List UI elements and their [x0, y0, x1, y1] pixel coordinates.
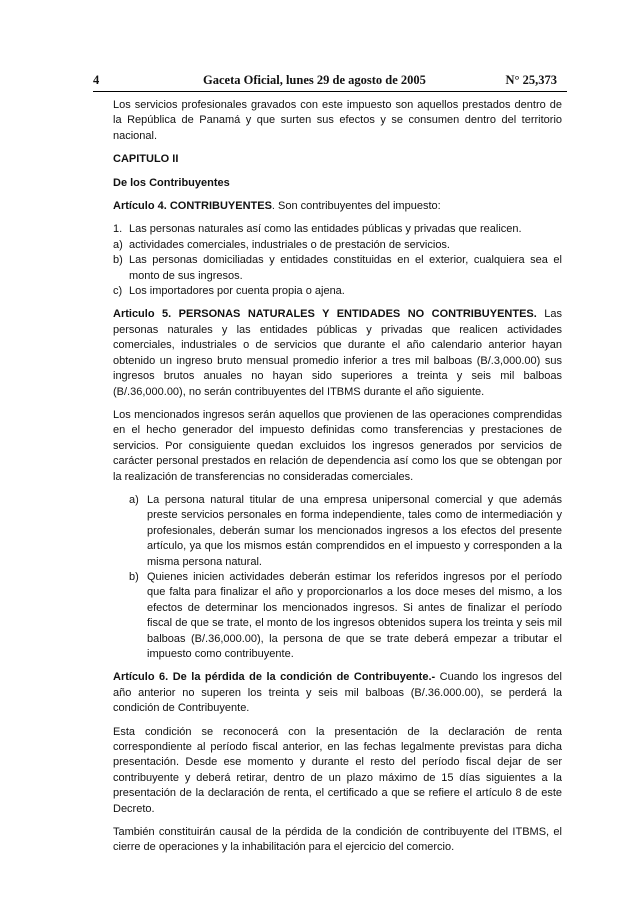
list-item [113, 253, 562, 284]
list-marker: b) [129, 570, 139, 583]
list-item [113, 284, 562, 299]
list-item-text: Quienes inicien actividades deberán estimar los referidos ingresos por el período que falta para finalizar el año y proporcionarlos a los doce meses del mismo, a los efectos de determinar los mencionados ingresos. Si antes de finalizar el período fiscal de que se trate, el monto de los ingresos obtenidos supera los treinta y seis mil balboas (B/.36,000.00), la persona de que se trate deberá empezar a tributar el impuesto como contribuyente. [147, 570, 562, 660]
article-4-list [113, 222, 562, 299]
list-item [113, 222, 562, 237]
article-5-paragraph [113, 307, 562, 399]
list-item [129, 570, 562, 662]
page-header [93, 73, 567, 89]
list-marker: a) [129, 493, 139, 506]
article-4-text: . Son contribuyentes del impuesto: [271, 200, 441, 213]
list-item-text: La persona natural titular de una empresa unipersonal comercial y que además preste servicios personales en forma independiente, tales como de intermediación y profesionales, deberán sumar los mencionados ingresos a los efectos del presente artículo, ya que los mismos están comprendidos en el impuesto y corresponden a la misma persona natural. [147, 493, 562, 568]
list-item-text: Las personas domiciliadas y entidades constituidas en el exterior, cualquiera sea el monto de sus ingresos. [129, 254, 562, 282]
list-item [113, 238, 562, 253]
list-item-text: Los importadores por cuenta propia o ajena. [129, 285, 345, 298]
list-item-text: actividades comerciales, industriales o de prestación de servicios. [129, 238, 450, 251]
article-6-paragraph [113, 670, 562, 716]
page-number: 4 [93, 73, 100, 87]
list-marker: 1. [113, 223, 123, 236]
article-6-paragraph-2: Esta condición se reconocerá con la presentación de la declaración de renta correspondiente al período fiscal anterior, en las fechas legalmente previstas para dicha presentación. Desde ese momento y durante el resto del período fiscal dejar de ser contribuyente y deberá retirar, dentro de un plazo máximo de 15 días siguientes a la presentación de la declaración de renta, el certificado a que se refiere el artículo 8 de este Decreto. [113, 725, 562, 815]
issue-number: N° 25,373 [505, 73, 557, 87]
article-6-text: Cuando los ingresos del año anterior no superen los treinta y seis mil balboas (B/.36.000.00), se perderá la condición de Contribuyente. [113, 671, 562, 715]
list-marker: c) [113, 285, 123, 298]
article-4-title: Artículo 4. CONTRIBUYENTES [113, 200, 272, 213]
gazette-title: Gaceta Oficial, lunes 29 de agosto de 2005 [203, 73, 426, 87]
list-item-text: Las personas naturales así como las entidades públicas y privadas que realicen. [129, 223, 522, 236]
document-body [113, 98, 562, 864]
chapter-subheading: De los Contribuyentes [113, 176, 230, 189]
chapter-heading: CAPITULO II [113, 153, 179, 166]
article-5-list [129, 493, 562, 662]
article-5-title: Articulo 5. PERSONAS NATURALES Y ENTIDADES NO CONTRIBUYENTES. [113, 308, 537, 321]
list-marker: a) [113, 238, 123, 251]
article-4-paragraph [113, 199, 562, 214]
intro-paragraph: Los servicios profesionales gravados con este impuesto son aquellos prestados dentro de la República de Panamá y que surten sus efectos y se consumen dentro del territorio nacional. [113, 99, 562, 142]
article-5-paragraph-2: Los mencionados ingresos serán aquellos que provienen de las operaciones comprendidas en el hecho generador del impuesto definidas como transferencias y prestaciones de servicios. Por consiguiente quedan excluidos los ingresos generados por servicios de carácter personal prestados en relación de dependencia así como los que se obtengan por la realización de transferencias no consideradas comerciales. [113, 408, 562, 483]
article-6-title: Artículo 6. De la pérdida de la condición de Contribuyente.- [113, 671, 436, 684]
article-5-text: Las personas naturales y las entidades públicas y privadas que realicen actividades comerciales, industriales o de servicios que durante el año calendario anterior hayan obtenido un ingreso bruto mensual promedio inferior a tres mil balboas (B/.3,000.00) sus ingresos brutos anuales no hayan sido superiores a treinta y seis mil balboas (B/.36,000.00), no serán contribuyentes del ITBMS durante el año siguiente. [113, 308, 562, 398]
list-marker: b) [113, 254, 123, 267]
list-item [129, 493, 562, 570]
article-6-paragraph-3: También constituirán causal de la pérdida de la condición de contribuyente del ITBMS, el cierre de operaciones y la inhabilitación para el ejercicio del comercio. [113, 826, 562, 854]
header-rule [93, 91, 567, 92]
